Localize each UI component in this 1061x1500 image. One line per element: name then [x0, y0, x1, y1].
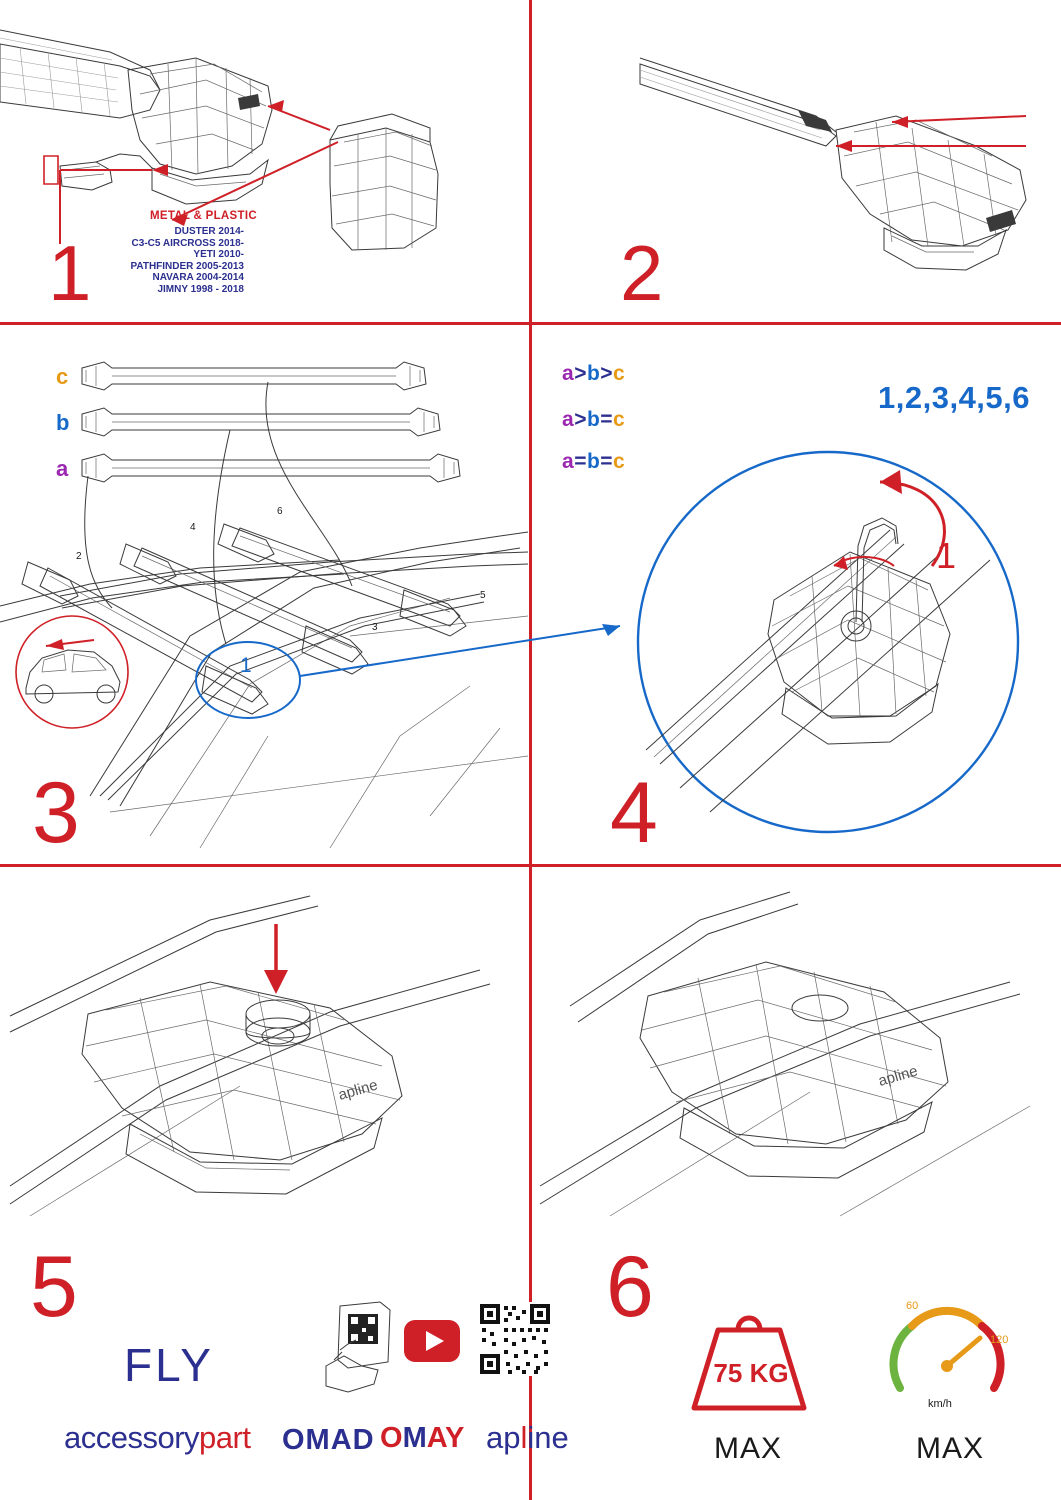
brand-omay: [380, 1422, 464, 1455]
callout-5: 5: [480, 590, 486, 601]
step3-circle-label: 1: [240, 654, 252, 677]
callout-3: 3: [372, 622, 378, 633]
brand-omay-m: M: [402, 1422, 427, 1454]
speed-max-label: 120: [990, 1334, 1009, 1346]
equation-1: a>b>c: [562, 362, 626, 385]
brand-apline-l: l: [520, 1420, 528, 1455]
loose-bar-c: [82, 362, 426, 390]
brand-fly: FLY: [124, 1339, 214, 1391]
loose-bar-b: [82, 408, 440, 436]
speed-max-caption: MAX: [916, 1432, 985, 1465]
step4-circle-label: 1: [936, 535, 957, 576]
brand-omad: OMAD: [282, 1424, 375, 1456]
weight-max-label: MAX: [714, 1432, 783, 1465]
divider-vertical-top: [529, 0, 532, 322]
brand-part-text: part: [199, 1420, 251, 1455]
phone-hand-icon: [318, 1300, 398, 1395]
step4-sequence: 1,2,3,4,5,6: [878, 380, 1031, 415]
step-number-4: 4: [610, 765, 658, 861]
step-number-3: 3: [32, 765, 80, 861]
speed-unit-label: km/h: [928, 1398, 952, 1410]
brand-apline-ap: ap: [486, 1420, 521, 1455]
speed-limit-icon: [884, 1292, 1014, 1412]
brand-omay-y: Y: [445, 1422, 465, 1454]
callout-4: 4: [190, 522, 196, 533]
bar-label-b: b: [56, 410, 70, 435]
step5-illustration: [10, 886, 520, 1216]
qr-code: [478, 1302, 552, 1376]
vehicle-item: NAVARA 2004-2014: [152, 272, 244, 283]
step-number-2: 2: [620, 229, 664, 317]
brand-apline: [486, 1420, 569, 1456]
svg-text:apline: apline: [876, 1062, 920, 1090]
weight-value: 75 KG: [713, 1358, 789, 1388]
divider-vertical-mid: [529, 325, 532, 864]
step6-illustration: [540, 886, 1050, 1216]
step-number-5: 5: [30, 1239, 78, 1335]
vehicle-item: JIMNY 1998 - 2018: [157, 283, 244, 295]
brand-accessorypart: [64, 1420, 250, 1456]
step-number-6: 6: [606, 1239, 654, 1335]
vehicle-item: YETI 2010-: [193, 249, 244, 260]
equation-2: a>b=c: [562, 408, 626, 431]
bar-label-a: a: [56, 456, 69, 481]
mounted-bar-1: [22, 562, 268, 714]
step2-illustration: [640, 50, 1050, 280]
weight-limit-icon: [684, 1296, 814, 1416]
speed-min-label: 60: [906, 1300, 919, 1312]
metal-plastic-title: METAL & PLASTIC: [150, 210, 257, 222]
brand-omay-o: O: [380, 1422, 403, 1454]
brand-apline-ine: ine: [527, 1420, 569, 1455]
vehicle-item: DUSTER 2014-: [174, 226, 244, 237]
divider-vertical-bottom: [529, 867, 532, 1500]
loose-bar-a: [82, 454, 460, 482]
vehicle-item: C3-C5 AIRCROSS 2018-: [131, 237, 244, 249]
callout-6: 6: [277, 506, 283, 517]
bar-label-c: c: [56, 364, 69, 389]
brand-omay-a: A: [426, 1422, 446, 1454]
svg-text:apline: apline: [336, 1076, 380, 1104]
vehicle-item: PATHFINDER 2005-2013: [130, 260, 244, 272]
callout-2: 2: [76, 551, 82, 562]
youtube-icon[interactable]: [404, 1320, 460, 1362]
step-number-1: 1: [48, 229, 92, 317]
step1-illustration: [0, 14, 520, 259]
equation-3: a=b=c: [562, 450, 626, 473]
brand-accessory-text: accessory: [64, 1420, 200, 1455]
